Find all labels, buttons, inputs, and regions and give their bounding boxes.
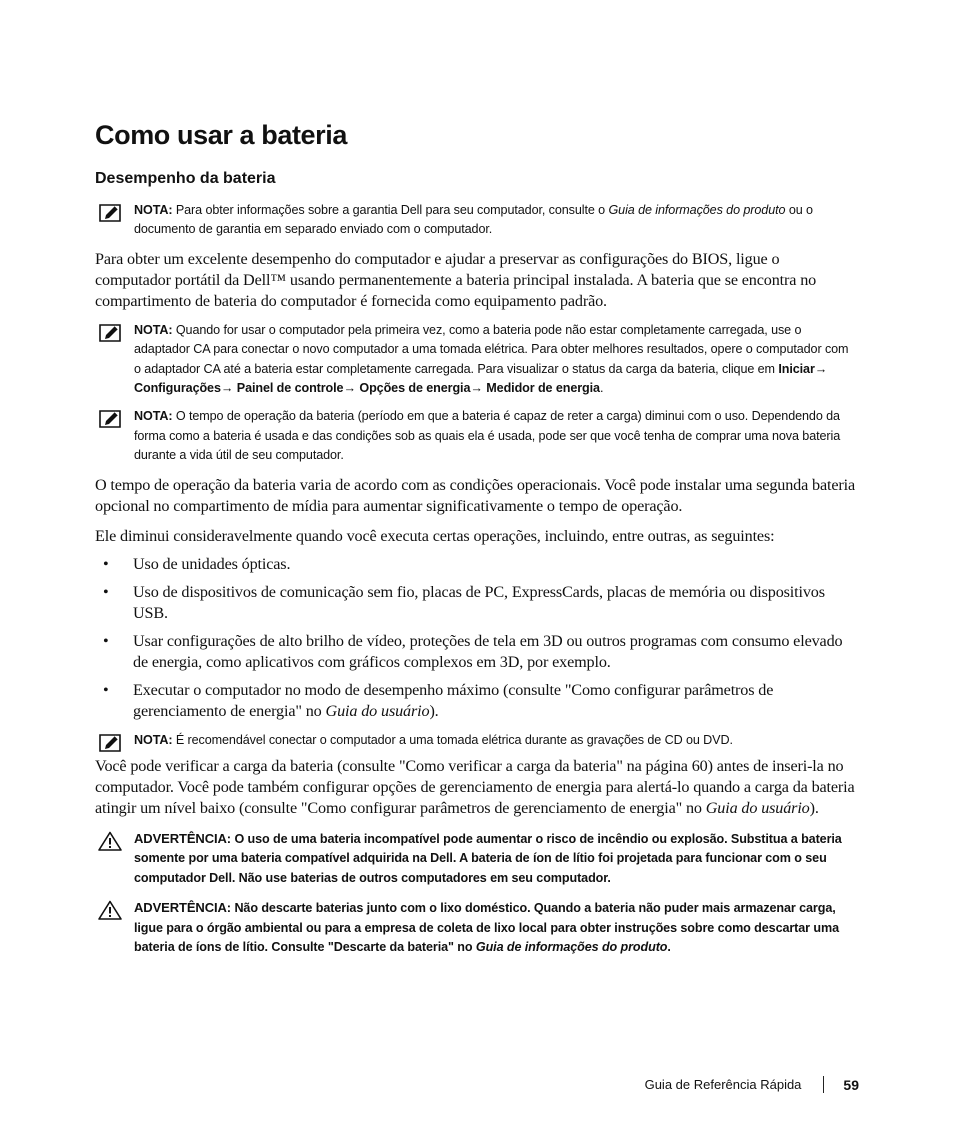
list-item-text: Executar o computador no modo de desempenho máximo (consulte "Como configurar parâmetros de gerenciamento de energia" no bbox=[133, 680, 774, 720]
menu-path-power-options: Opções de energia bbox=[359, 381, 471, 396]
section-title: Desempenho da bateria bbox=[95, 170, 276, 187]
paragraph-text-end: ). bbox=[809, 799, 819, 818]
note-text: É recomendável conectar o computador a uma tomada elétrica durante as gravações de CD ou DVD. bbox=[175, 732, 733, 747]
bullet-list bbox=[95, 554, 857, 722]
menu-arrow: → bbox=[814, 361, 828, 376]
italic-reference: Guia do usuário bbox=[705, 799, 810, 818]
note-operating-time bbox=[95, 407, 857, 465]
footer-divider bbox=[823, 1076, 824, 1093]
menu-arrow: → bbox=[343, 381, 356, 396]
warning-label: ADVERTÊNCIA: bbox=[134, 900, 232, 916]
list-item bbox=[95, 631, 857, 673]
list-item bbox=[95, 680, 857, 722]
warning-text: O uso de uma bateria incompatível pode aumentar o risco de incêndio ou explosão. Substitua a bateria somente por uma bateria compatível adquirida na Dell. A bateria de íon de lítio foi projetada para funcionar com o seu computador Dell. Não use baterias de outros computadores em seu computador. bbox=[134, 832, 842, 885]
pencil-note-icon bbox=[98, 733, 122, 753]
list-item bbox=[95, 554, 857, 575]
warning-text-end: . bbox=[667, 940, 671, 955]
note-text-end: . bbox=[599, 381, 604, 396]
list-item-text: Uso de dispositivos de comunicação sem fio, placas de PC, ExpressCards, placas de memória ou dispositivos USB. bbox=[133, 582, 825, 622]
note-text: Quando for usar o computador pela primeira vez, como a bateria pode não estar completamente carregada, use o adaptador CA para conectar o novo computador a uma tomada elétrica. Para obter melhores resultados, opere o computador com o adaptador CA até a bateria estar completamente carregada. Para visualizar o status da carga da bateria, clique em bbox=[134, 322, 849, 376]
paragraph-check-charge bbox=[95, 756, 857, 819]
menu-arrow: → bbox=[220, 381, 234, 396]
page-content bbox=[95, 118, 857, 958]
note-label: NOTA: bbox=[134, 203, 173, 217]
note-italic-reference: Guia de informações do produto bbox=[608, 203, 786, 217]
note-text: Para obter informações sobre a garantia Dell para seu computador, consulte o bbox=[175, 203, 606, 217]
pencil-note-icon bbox=[98, 323, 122, 343]
note-text: O tempo de operação da bateria (período em que a bateria é capaz de reter a carga) diminui com o uso. Dependendo da forma como a bateria é usada e das condições sob as quais ela é usada, pode ser que você tenha de comprar uma nova bateria durante a vida útil de seu computador. bbox=[134, 409, 841, 463]
note-label: NOTA: bbox=[134, 322, 173, 337]
list-item-text-end: ). bbox=[429, 701, 439, 720]
list-item-italic-reference: Guia do usuário bbox=[325, 701, 430, 720]
bullet-marker: • bbox=[103, 582, 109, 601]
bullet-marker: • bbox=[103, 554, 109, 573]
note-label: NOTA: bbox=[134, 409, 173, 424]
note-first-use bbox=[95, 321, 857, 399]
paragraph-reduced-time: Ele diminui consideravelmente quando você executa certas operações, incluindo, entre outras, as seguintes: bbox=[95, 526, 775, 545]
menu-path-settings: Configurações bbox=[134, 381, 221, 396]
bullet-marker: • bbox=[103, 680, 109, 699]
warning-triangle-icon bbox=[98, 900, 122, 920]
warning-triangle-icon bbox=[98, 831, 122, 851]
menu-path-start: Iniciar bbox=[778, 361, 815, 376]
note-text-end: ou o documento de garantia em separado enviado com o computador. bbox=[134, 203, 813, 237]
paragraph-performance: Para obter um excelente desempenho do computador e ajudar a preservar as configurações do BIOS, ligue o computador portátil da Dell™ usando permanentemente a bateria principal instalada. A bateria que se encontra no compartimento de bateria do computador é fornecida como equipamento padrão. bbox=[95, 249, 817, 310]
pencil-note-icon bbox=[98, 203, 122, 223]
paragraph-operating-time: O tempo de operação da bateria varia de acordo com as condições operacionais. Você pode instalar uma segunda bateria opcional no compartimento de mídia para aumentar significativamente o tempo de operação. bbox=[95, 475, 856, 515]
warning-italic-reference: Guia de informações do produto bbox=[475, 940, 668, 955]
list-item-text: Uso de unidades ópticas. bbox=[133, 554, 291, 573]
note-label: NOTA: bbox=[134, 732, 173, 747]
footer-guide-title: Guia de Referência Rápida bbox=[644, 1077, 802, 1092]
menu-path-control-panel: Painel de controle bbox=[236, 381, 344, 396]
menu-path-power-meter: Medidor de energia bbox=[486, 381, 600, 396]
warning-incompatible-battery bbox=[95, 829, 857, 888]
menu-arrow: → bbox=[470, 381, 483, 396]
list-item bbox=[95, 582, 857, 624]
bullet-marker: • bbox=[103, 631, 109, 650]
warning-disposal bbox=[95, 898, 857, 957]
page-footer bbox=[645, 1076, 859, 1093]
note-warranty bbox=[95, 201, 857, 240]
paragraph-text: Você pode verificar a carga da bateria (consulte "Como verificar a carga da bateria" na página 60) antes de inseri-la no computador. Você pode também configurar opções de gerenciamento de energia para alertá-lo quando a carga da bateria atingir um nível baixo (consulte "Como configurar parâmetros de gerenciamento de energia" no bbox=[95, 757, 855, 818]
note-cd-dvd bbox=[95, 731, 857, 750]
warning-text: Não descarte baterias junto com o lixo doméstico. Quando a bateria não puder mais armazenar carga, ligue para o órgão ambiental ou para a empresa de coleta de lixo local para obter instruções sobre como descartar uma bateria de íons de lítio. Consulte "Descarte da bateria" no bbox=[134, 901, 839, 955]
warning-label: ADVERTÊNCIA: bbox=[134, 831, 232, 847]
page-title: Como usar a bateria bbox=[95, 120, 347, 150]
page-number: 59 bbox=[843, 1076, 859, 1093]
list-item-text: Usar configurações de alto brilho de vídeo, proteções de tela em 3D ou outros programas com consumo elevado de energia, como aplicativos com gráficos complexos em 3D, por exemplo. bbox=[133, 631, 843, 671]
pencil-note-icon bbox=[98, 409, 122, 429]
